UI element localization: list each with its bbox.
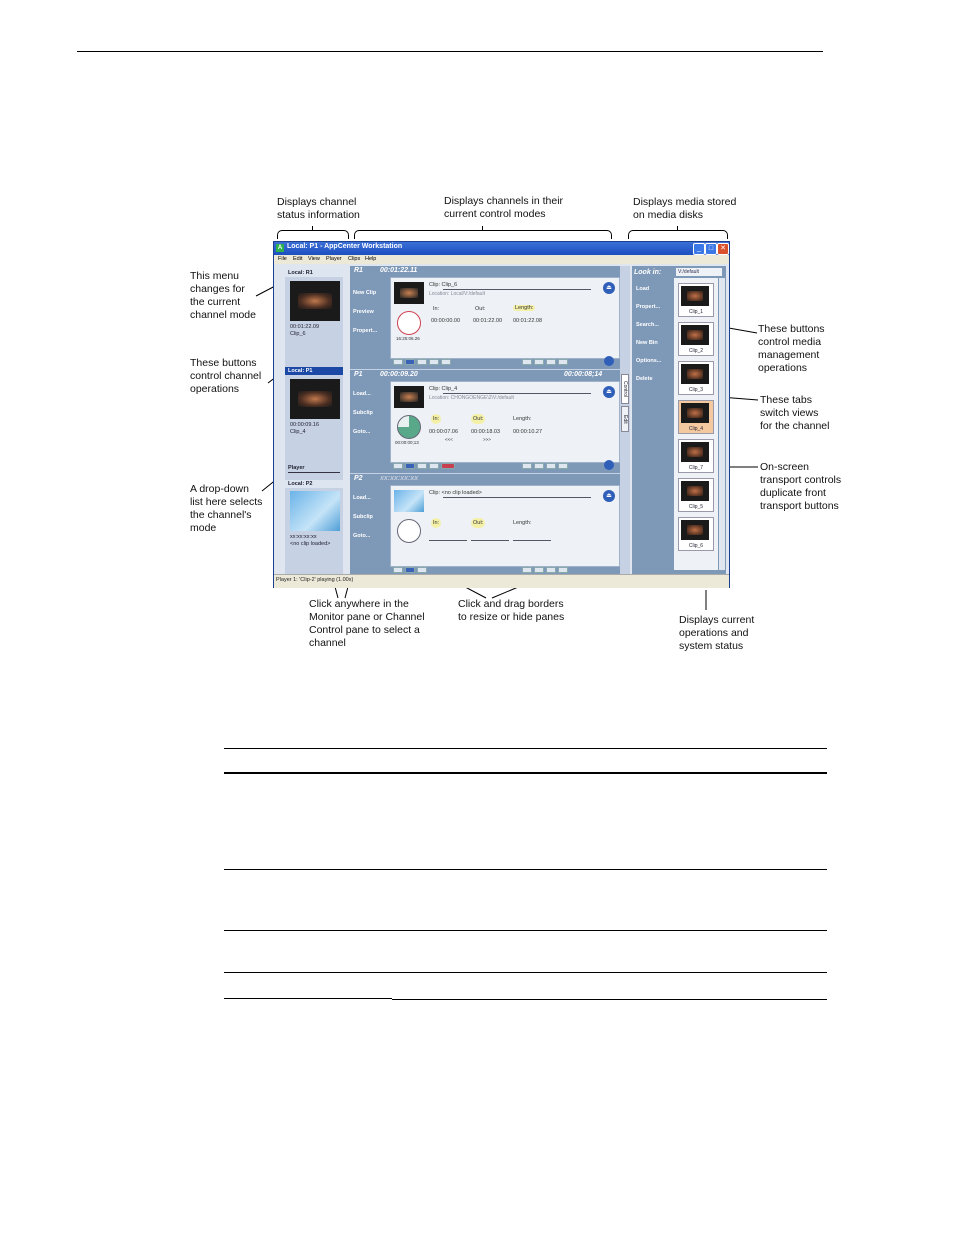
- app-icon: A: [277, 245, 283, 251]
- length-value: 00:01:22.08: [513, 318, 543, 324]
- in-value: 00:00:00.00: [431, 318, 461, 324]
- callout-line: Click anywhere in the: [309, 598, 409, 610]
- channel-timecode: 00:00:09.20: [380, 371, 418, 378]
- jog-button[interactable]: [558, 463, 568, 469]
- out-label: Out:: [473, 416, 484, 422]
- monitor-thumb-p1[interactable]: [290, 379, 340, 419]
- in-label: In:: [433, 416, 440, 422]
- callout-line: Displays current: [679, 614, 755, 626]
- play-button[interactable]: [429, 463, 439, 469]
- table-rule-thick: [224, 772, 827, 774]
- out-nudge[interactable]: >>>: [483, 437, 491, 442]
- table-rule: [224, 930, 827, 931]
- callout-line: duplicate front: [760, 487, 826, 499]
- clip-underline: [443, 497, 591, 498]
- subclip-button[interactable]: Subclip: [353, 410, 373, 416]
- dial-timecode: 16:25:06.26: [396, 336, 420, 341]
- channel-body[interactable]: [390, 277, 620, 359]
- clip-image: [681, 403, 709, 423]
- clip-image: [681, 442, 709, 462]
- monitor-header-p2[interactable]: Local: P2: [285, 480, 343, 488]
- channel-body[interactable]: [390, 485, 620, 567]
- table-rule: [224, 748, 827, 749]
- callout-line: This menu: [190, 270, 240, 282]
- clip-image: [681, 325, 709, 345]
- window-title: Local: P1 - AppCenter Workstation: [287, 243, 403, 250]
- preview-button[interactable]: Preview: [353, 309, 374, 315]
- callout-line: control media: [758, 336, 822, 348]
- callout-line: the channel's: [190, 509, 252, 521]
- speaker-icon[interactable]: [604, 356, 614, 366]
- goto-button[interactable]: Goto...: [353, 533, 371, 539]
- callout-line: operations and: [679, 627, 749, 639]
- channel-control-pane[interactable]: [350, 266, 620, 574]
- callout-line: These buttons: [758, 323, 825, 335]
- eject-icon[interactable]: ⏏: [603, 282, 615, 294]
- jog-button[interactable]: [522, 359, 532, 365]
- table-rule: [392, 999, 827, 1000]
- media-search-button[interactable]: Search...: [636, 322, 659, 328]
- jog-button[interactable]: [534, 567, 544, 573]
- jog-button[interactable]: [534, 463, 544, 469]
- length-label: Length:: [515, 305, 534, 311]
- monitor-clip: Clip_6: [290, 331, 306, 337]
- clip-underline: [443, 393, 591, 394]
- out-label: Out:: [473, 520, 484, 526]
- position-dial: [397, 519, 421, 543]
- callout-line: channel: [309, 637, 346, 649]
- new-clip-button[interactable]: New Clip: [353, 290, 377, 296]
- record-button[interactable]: [441, 463, 455, 469]
- mode-dropdown[interactable]: Player: [288, 465, 340, 473]
- out-label: Out:: [475, 306, 486, 312]
- jog-button[interactable]: [558, 567, 568, 573]
- channel-video-thumb: [394, 386, 424, 408]
- channel-timecode: xx:xx:xx:xx: [380, 475, 419, 482]
- clip-name: Clip_4: [441, 386, 458, 392]
- media-delete-button[interactable]: Delete: [636, 376, 653, 382]
- callout-line: management: [758, 349, 820, 361]
- load-button[interactable]: Load...: [353, 391, 371, 397]
- clip-thumb-label: Clip_4: [688, 426, 704, 432]
- callout-line: These buttons: [190, 357, 257, 369]
- monitor-timecode: 00:00:09.16: [290, 422, 320, 428]
- rewind-button[interactable]: [393, 567, 403, 573]
- clip-thumb[interactable]: [678, 283, 714, 317]
- monitor-thumb-r1[interactable]: [290, 281, 340, 321]
- record-button[interactable]: [441, 359, 451, 365]
- monitor-clip: <no clip loaded>: [290, 541, 331, 547]
- clip-name: Clip_6: [441, 282, 458, 288]
- position-dial: [397, 415, 421, 439]
- callout-line: switch views: [760, 407, 819, 419]
- callout-line: status information: [277, 209, 360, 221]
- jog-button[interactable]: [546, 359, 556, 365]
- status-text: Player 1: 'Clip-2' playing (1.00x): [276, 577, 354, 583]
- callout-line: transport controls: [760, 474, 842, 486]
- rewind-button[interactable]: [393, 359, 403, 365]
- channel-timecode: 00:01:22.11: [380, 267, 418, 274]
- location-field: Location: CHONGOENGE\2\V:/default: [429, 395, 514, 401]
- jog-button[interactable]: [522, 567, 532, 573]
- channel-name: P2: [354, 475, 363, 482]
- media-load-button[interactable]: Load: [636, 286, 650, 292]
- callout-line: Control pane to select a: [309, 624, 420, 636]
- out-value: 00:01:22.00: [473, 318, 503, 324]
- callout-line: changes for: [190, 283, 245, 295]
- goto-button[interactable]: Goto...: [353, 429, 371, 435]
- in-label: In:: [433, 306, 440, 312]
- channel-name: R1: [354, 267, 363, 274]
- eject-icon[interactable]: ⏏: [603, 490, 615, 502]
- clip-field: Clip: Clip_4: [429, 386, 458, 392]
- callout-line: for the channel: [760, 420, 830, 432]
- clip-list-scrollbar[interactable]: [719, 278, 725, 570]
- jog-button[interactable]: [522, 463, 532, 469]
- view-tabs: [620, 266, 630, 574]
- monitor-header-p1[interactable]: Local: P1: [285, 367, 343, 375]
- speaker-icon[interactable]: [604, 460, 614, 470]
- channel-name: P1: [354, 371, 363, 378]
- jog-button[interactable]: [546, 567, 556, 573]
- eject-icon[interactable]: ⏏: [603, 386, 615, 398]
- jog-button[interactable]: [546, 463, 556, 469]
- clip-field: Clip: Clip_6: [429, 282, 458, 288]
- channel-video-thumb: [394, 490, 424, 512]
- length-value: 00:00:10.27: [513, 429, 543, 435]
- fast-forward-button[interactable]: [417, 567, 427, 573]
- callout-line: Displays channels in their: [444, 195, 564, 207]
- length-label: Length:: [513, 520, 532, 526]
- channel-body[interactable]: [390, 381, 620, 463]
- channel-remaining: 00:00:08;14: [564, 371, 603, 378]
- jog-button[interactable]: [558, 359, 568, 365]
- channel-p1[interactable]: [350, 369, 620, 473]
- properties-button[interactable]: Propert...: [353, 328, 378, 334]
- table-rule: [224, 998, 392, 999]
- location-field: Location: Local/V:/default: [429, 291, 485, 297]
- clip-field: Clip: <no clip loaded>: [429, 490, 482, 496]
- out-value: 00:00:18.03: [471, 429, 501, 435]
- callout-line: control channel: [190, 370, 262, 382]
- fast-forward-button[interactable]: [417, 359, 427, 365]
- clip-thumb-label: Clip_3: [688, 387, 704, 393]
- in-value-line: [429, 540, 467, 541]
- menu-player[interactable]: Player: [326, 256, 342, 262]
- clip-name: <no clip loaded>: [441, 490, 482, 496]
- callout-line: Displays media stored: [633, 196, 737, 208]
- clip-underline: [443, 289, 591, 290]
- monitor-thumb-p2[interactable]: [290, 491, 340, 531]
- clip-image: [681, 481, 709, 501]
- callout-line: the current: [190, 296, 241, 308]
- clip-image: [681, 364, 709, 384]
- stop-button[interactable]: [405, 359, 415, 365]
- monitor-clip: Clip_4: [290, 429, 306, 435]
- new-bin-button[interactable]: New Bin: [636, 340, 658, 346]
- in-nudge[interactable]: <<<: [445, 437, 453, 442]
- fast-forward-button[interactable]: [417, 463, 427, 469]
- callout-line: These tabs: [760, 394, 812, 406]
- look-in-label: Look in:: [634, 269, 662, 276]
- tab-control[interactable]: Control: [621, 374, 629, 404]
- length-value-line: [513, 540, 551, 541]
- close-icon[interactable]: ✕: [717, 243, 729, 255]
- monitor-header-r1[interactable]: Local: R1: [285, 269, 343, 277]
- menu-bar: [274, 255, 729, 264]
- media-properties-button[interactable]: Propert...: [636, 304, 661, 310]
- out-value-line: [471, 540, 509, 541]
- callout-line: to resize or hide panes: [458, 611, 565, 623]
- load-button[interactable]: Load...: [353, 495, 371, 501]
- dial-timecode: 00:00:00;13: [395, 440, 419, 445]
- callout-line: on media disks: [633, 209, 704, 221]
- bin-path-dropdown[interactable]: V:/default: [676, 268, 722, 276]
- clip-thumb-label: Clip_1: [688, 309, 704, 315]
- callout-line: channel mode: [190, 309, 256, 321]
- callout-line: A drop-down: [190, 483, 249, 495]
- menu-view[interactable]: View: [308, 256, 320, 262]
- length-label: Length:: [513, 416, 532, 422]
- app-window[interactable]: [273, 241, 730, 588]
- callout-line: mode: [190, 522, 217, 534]
- callout-line: system status: [679, 640, 744, 652]
- callout-line: operations: [758, 362, 808, 374]
- callout-line: transport buttons: [760, 500, 839, 512]
- title-bar[interactable]: [274, 242, 729, 255]
- jog-button[interactable]: [534, 359, 544, 365]
- stop-button[interactable]: [405, 567, 415, 573]
- clip-image: [681, 286, 709, 306]
- clip-list[interactable]: [674, 278, 718, 570]
- record-dial: [397, 311, 421, 335]
- clip-thumb[interactable]: [678, 361, 714, 395]
- clip-thumb-label: Clip_7: [688, 465, 704, 471]
- menu-clips[interactable]: Clips: [348, 256, 361, 262]
- channel-video-thumb: [394, 282, 424, 304]
- callout-line: operations: [190, 383, 240, 395]
- clip-thumb-label: Clip_6: [688, 543, 704, 549]
- monitor-timecode: 00:01:22.09: [290, 324, 320, 330]
- callout-line: On-screen: [760, 461, 810, 473]
- callout-line: list here selects: [190, 496, 263, 508]
- callout-line: current control modes: [444, 208, 546, 220]
- clip-thumb[interactable]: [678, 322, 714, 356]
- media-pane[interactable]: [632, 266, 726, 574]
- callout-line: Click and drag borders: [458, 598, 564, 610]
- menu-file[interactable]: File: [278, 256, 287, 262]
- clip-thumb[interactable]: [678, 439, 714, 473]
- menu-help[interactable]: Help: [365, 256, 377, 262]
- table-rule: [224, 972, 827, 973]
- tab-edit[interactable]: Edit: [621, 406, 629, 432]
- clip-thumb-label: Clip_5: [688, 504, 704, 510]
- status-bar: [274, 574, 729, 588]
- in-label: In:: [433, 520, 440, 526]
- channel-r1[interactable]: [350, 266, 620, 369]
- channel-p2[interactable]: [350, 473, 620, 577]
- clip-thumb-label: Clip_2: [688, 348, 704, 354]
- monitor-timecode: xx:xx:xx:xx: [290, 534, 317, 540]
- in-value: 00:00:07.06: [429, 429, 459, 435]
- callout-line: Monitor pane or Channel: [309, 611, 425, 623]
- monitor-pane[interactable]: [285, 269, 343, 574]
- subclip-button[interactable]: Subclip: [353, 514, 373, 520]
- menu-edit[interactable]: Edit: [293, 256, 303, 262]
- media-options-button[interactable]: Options...: [636, 358, 662, 364]
- table-rule: [224, 869, 827, 870]
- clip-thumb[interactable]: [678, 517, 714, 551]
- clip-image: [681, 520, 709, 540]
- callout-line: Displays channel: [277, 196, 357, 208]
- rewind-button[interactable]: [393, 463, 403, 469]
- minimize-icon[interactable]: _: [693, 243, 705, 255]
- play-button[interactable]: [429, 359, 439, 365]
- stop-button[interactable]: [405, 463, 415, 469]
- clip-thumb-selected[interactable]: [678, 400, 714, 434]
- clip-thumb[interactable]: [678, 478, 714, 512]
- maximize-icon[interactable]: □: [705, 243, 717, 255]
